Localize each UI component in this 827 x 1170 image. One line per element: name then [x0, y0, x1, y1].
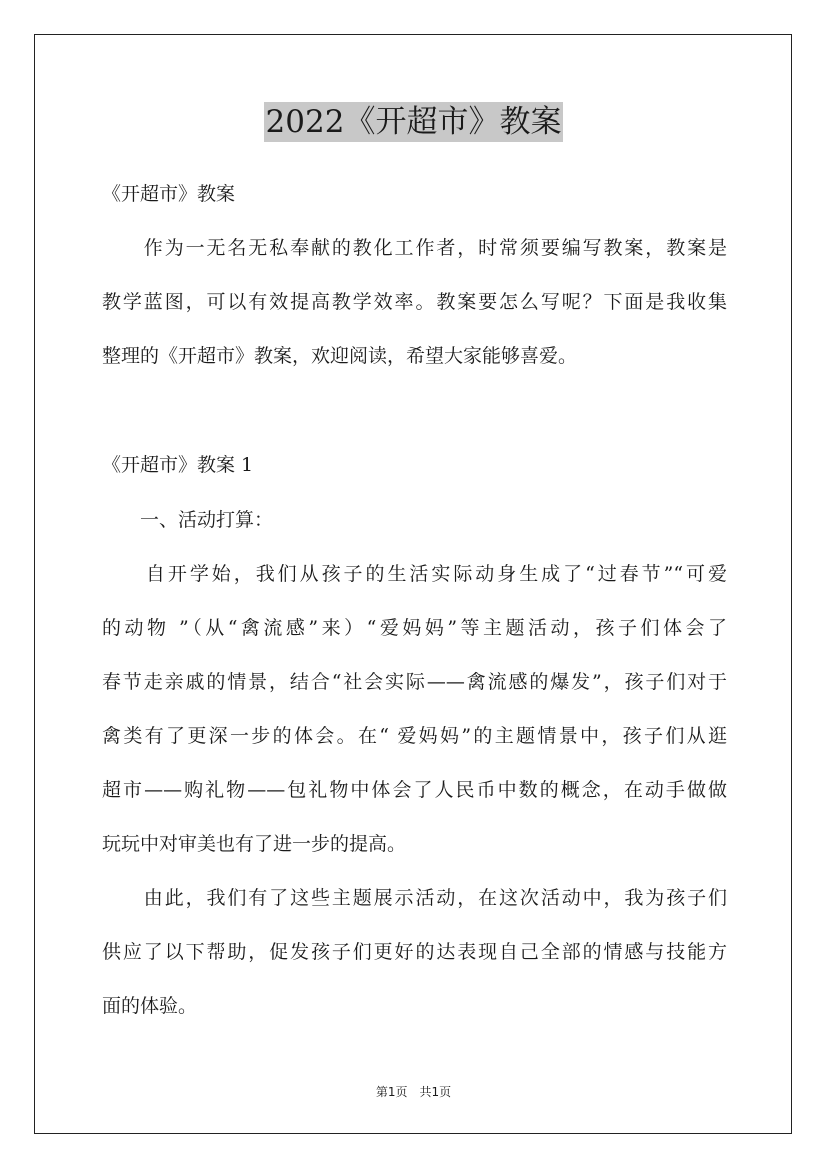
paragraph-line: 禽类有了更深一步的体会。在“ 爱妈妈”的主题情景中，孩子们从逛 — [102, 725, 727, 747]
paragraph-line: 玩玩中对审美也有了进一步的提高。 — [102, 833, 407, 855]
section-heading: 《开超市》教案 1 — [102, 454, 254, 476]
subheading: 一、活动打算： — [102, 509, 274, 531]
intro-line: 整理的《开超市》教案，欢迎阅读，希望大家能够喜爱。 — [102, 345, 578, 367]
paragraph-line: 供应了以下帮助，促发孩子们更好的达表现自己全部的情感与技能方 — [102, 941, 727, 963]
paragraph-line: 由此，我们有了这些主题展示活动，在这次活动中，我为孩子们 — [102, 887, 727, 909]
document-title: 2022《开超市》教案 — [265, 104, 562, 140]
paragraph-line: 自开学始，我们从孩子的生活实际动身生成了“过春节”“可爱 — [102, 563, 727, 585]
intro-line: 教学蓝图，可以有效提高教学效率。教案要怎么写呢？下面是我收集 — [102, 291, 727, 313]
title-container — [0, 102, 827, 142]
paragraph-line: 的动物 ”（从“禽流感”来）“爱妈妈”等主题活动，孩子们体会了 — [102, 617, 727, 639]
paragraph-line: 面的体验。 — [102, 995, 198, 1017]
page-footer: 第1页 共1页 — [375, 1085, 452, 1099]
main-heading: 《开超市》教案 — [102, 183, 236, 205]
paragraph-line: 超市——购礼物——包礼物中体会了人民币中数的概念，在动手做做 — [102, 779, 727, 801]
intro-line: 作为一无名无私奉献的教化工作者，时常须要编写教案，教案是 — [102, 237, 727, 259]
paragraph-line: 春节走亲戚的情景，结合“社会实际——禽流感的爆发”，孩子们对于 — [102, 671, 727, 693]
